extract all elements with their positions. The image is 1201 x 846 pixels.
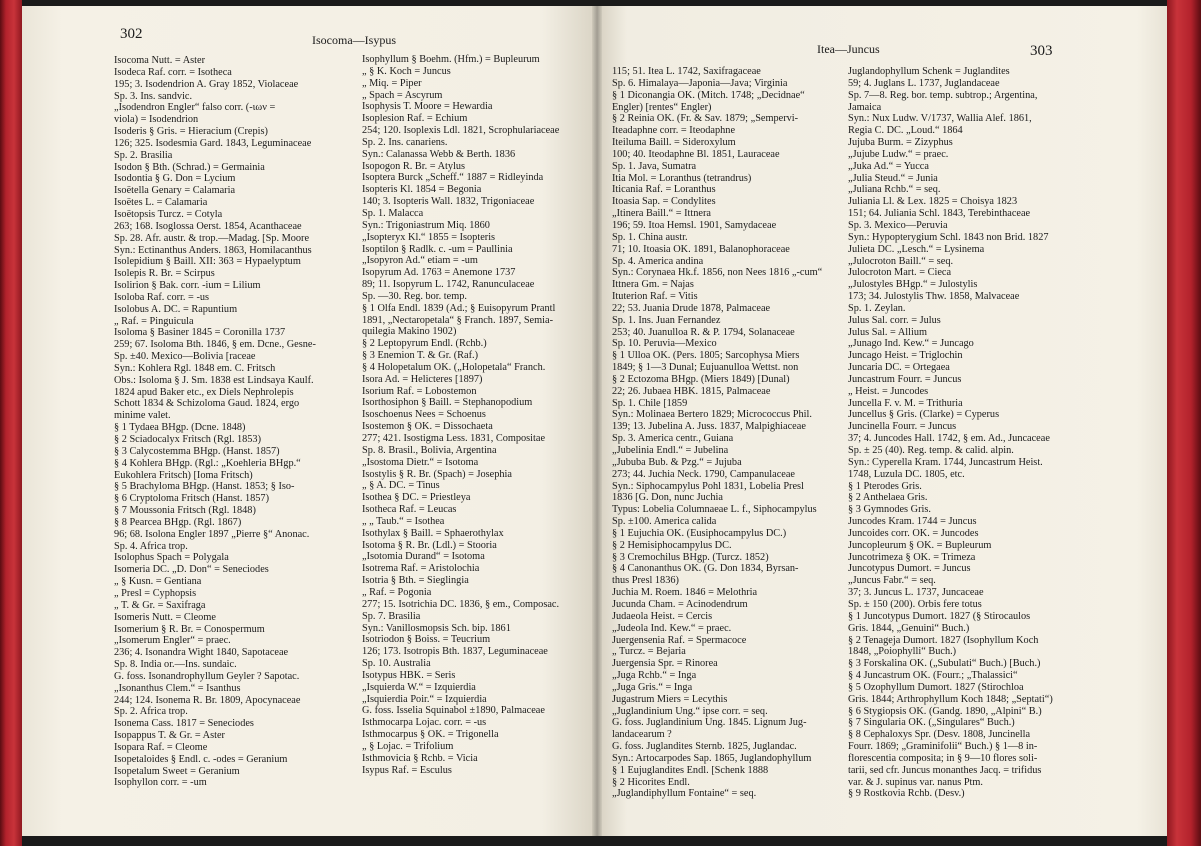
entry-line: § 5 Brachyloma BHgp. (Hanst. 1853; § Iso- xyxy=(114,481,295,493)
entry-line: Isotrema Raf. = Aristolochia xyxy=(362,563,480,575)
entry-line: Syn.: Calanassa Webb & Berth. 1836 xyxy=(362,148,516,160)
page-edge-right xyxy=(1167,0,1201,846)
right-page-column-1 xyxy=(612,66,844,800)
entry-line: Sp. 8. Brasil., Bolivia, Argentina xyxy=(362,444,497,456)
entry-line: Sp. 3. America centr., Guiana xyxy=(612,433,734,445)
entry-line: „ Turcz. = Bejaria xyxy=(612,646,686,658)
entry-line: Isora Ad. = Helicteres [1897) xyxy=(362,373,483,385)
entry-line: § 2 Tenageja Dumort. 1827 (Isophyllum Koch xyxy=(848,634,1039,646)
entry-line: Sp. 1. Zeylan. xyxy=(848,302,906,314)
entry-line: „Julocroton Baill.“ = seq. xyxy=(848,255,954,267)
entry-line: Isophyllum § Boehm. (Hfm.) = Bupleurum xyxy=(362,54,540,65)
entry-line: 1891, „Nectaropetala“ § Franch. 1897, Semia- xyxy=(362,314,553,326)
entry-line: Syn.: Molinaea Bertero 1829; Micrococcus Phil. xyxy=(612,409,812,421)
entry-line: Judaeola Heist. = Cercis xyxy=(612,610,713,622)
entry-line: Isophyllon corr. = -um xyxy=(114,777,207,789)
entry-line: 140; 3. Isopteris Wall. 1832, Trigoniaceae xyxy=(362,196,535,208)
entry-line: § 4 Holopetalum OK. („Holopetala“ Franch. xyxy=(362,361,546,373)
entry-line: Itoasia Sap. = Condylites xyxy=(612,196,716,208)
entry-line: „Isonanthus Clem.“ = Isanthus xyxy=(114,682,241,694)
entry-line: Isomeris Nutt. = Cleome xyxy=(114,611,216,623)
entry-line: Obs.: Isoloma § J. Sm. 1838 est Lindsaya Kaulf. xyxy=(114,374,314,386)
entry-line: Syn.: Artocarpodes Sap. 1865, Juglandophyllum xyxy=(612,752,812,764)
entry-line: Sp. ± 25 (40). Reg. temp. & calid. alpin. xyxy=(848,445,1014,456)
entry-line: § 1 Pterodes Gris. xyxy=(848,480,922,492)
entry-line: 173; 34. Julostylis Thw. 1858, Malvaceae xyxy=(848,291,1020,303)
entry-line: Iteiluma Baill. = Sideroxylum xyxy=(612,137,736,149)
entry-line: „Juglandinium Ung.“ ipse corr. = seq. xyxy=(612,705,768,717)
entry-line: „Isquierdia Poir.“ = Izquierdia xyxy=(362,693,487,705)
entry-line: Isonema Cass. 1817 = Seneciodes xyxy=(114,718,254,730)
entry-line: Syn.: Nux Ludw. V/1737, Wallia Alef. 1861, xyxy=(848,113,1032,125)
entry-line: Julus Sal. = Allium xyxy=(848,326,928,338)
entry-line: G. foss. Isselia Squinabol ±1890, Palmaceae xyxy=(362,705,545,717)
entry-line: Juncaria DC. = Ortegaea xyxy=(848,362,950,374)
entry-line: Isolophus Spach = Polygala xyxy=(114,552,229,564)
entry-line: 115; 51. Itea L. 1742, Saxifragaceae xyxy=(612,66,761,77)
entry-line: viola) = Isodendrion xyxy=(114,114,199,126)
entry-line: Sp. 1. Malacca xyxy=(362,207,424,219)
entry-line: § 4 Canonanthus OK. (G. Don 1834, Byrsan- xyxy=(612,563,799,575)
entry-line: Isotypus HBK. = Seris xyxy=(362,669,456,681)
entry-line: Isodeca Raf. corr. = Isotheca xyxy=(114,66,232,78)
entry-line: Sp. 10. Australia xyxy=(362,658,431,670)
entry-line: „ „ Taub.“ = Isothea xyxy=(362,515,445,527)
entry-line: Syn.: Corynaea Hk.f. 1856, non Nees 1816 „-cum“ xyxy=(612,267,823,279)
entry-line: Isophysis T. Moore = Hewardia xyxy=(362,101,493,113)
entry-line: „ Heist. = Juncodes xyxy=(848,385,929,397)
entry-line: „Isquierda W.“ = Izquierdia xyxy=(362,681,476,693)
entry-line: 37; 3. Juncus L. 1737, Juncaceae xyxy=(848,587,984,599)
entry-line: Isoptera Burck „Scheff.“ 1887 = Ridleyinda xyxy=(362,172,544,184)
entry-line: 126; 325. Isodesmia Gard. 1843, Leguminaceae xyxy=(114,137,312,149)
entry-line: § 7 Singularia OK. („Singulares“ Buch.) xyxy=(848,717,1015,729)
entry-line: § 1 Ulloa OK. (Pers. 1805; Sarcophysa Miers xyxy=(612,350,800,362)
entry-line: Gris. 1844, „Genuini“ Buch.) xyxy=(848,622,970,634)
entry-line: § 8 Cephaloxys Spr. (Desv. 1808, Juncinella xyxy=(848,729,1031,741)
entry-line: 37; 4. Juncodes Hall. 1742, § em. Ad., Juncaceae xyxy=(848,433,1050,445)
page-number-left: 302 xyxy=(120,26,143,42)
entry-line: „ Raf. = Pinguicula xyxy=(114,315,194,327)
entry-line: Jujuba Burm. = Zizyphus xyxy=(848,137,953,149)
entry-line: landacearum ? xyxy=(612,729,672,741)
entry-line: Isoëtes L. = Calamaria xyxy=(114,197,208,209)
entry-line: Sp. 1. Ins. Juan Fernandez xyxy=(612,314,721,326)
entry-line: Isthmocarpa Lojac. corr. = -us xyxy=(362,717,487,729)
entry-line: Juliania Ll. & Lex. 1825 = Choisya 1823 xyxy=(848,196,1018,208)
entry-line: Syn.: Vanillosmopsis Sch. bip. 1861 xyxy=(362,622,511,634)
entry-line: Jugastrum Miers = Lecythis xyxy=(612,693,728,705)
entry-line: § 1 Diconangia OK. (Mitch. 1748; „Decidnae“ xyxy=(612,89,805,101)
entry-line: „Juglandiphyllum Fontaine“ = seq. xyxy=(612,788,757,800)
entry-line: Juglandophyllum Schenk = Juglandites xyxy=(848,66,1010,77)
entry-line: § 6 Stygiopsis OK. (Gandg. 1890, „Alpini“ B.) xyxy=(848,705,1042,717)
entry-line: § 2 Hicorites Endl. xyxy=(612,776,690,788)
entry-line: 1824 apud Baker etc., ex Diels Nephrolepis xyxy=(114,386,294,398)
entry-line: „Itinera Baill.“ = Ittnera xyxy=(612,208,712,220)
entry-line: § 6 Cryptoloma Fritsch (Hanst. 1857) xyxy=(114,493,270,505)
entry-line: florescentia composita; in § 9—10 flores soli- xyxy=(848,752,1038,764)
entry-line: § 5 Ozophyllum Dumort. 1827 (Stirochloa xyxy=(848,681,1024,693)
entry-line: § 9 Rostkovia Rchb. (Desv.) xyxy=(848,788,965,800)
entry-line: Isorium Raf. = Lobostemon xyxy=(362,385,477,397)
entry-line: Juncodes Kram. 1744 = Juncus xyxy=(848,516,977,528)
entry-line: § 1 Juncotypus Dumort. 1827 (§ Stirocaulos xyxy=(848,610,1031,622)
entry-line: Juncastrum Fourr. = Juncus xyxy=(848,373,962,385)
entry-line: Juncinella Fourr. = Juncus xyxy=(848,421,957,433)
entry-line: Isoptilon § Radlk. c. -um = Paullinia xyxy=(362,243,513,255)
entry-line: Sp. —30. Reg. bor. temp. xyxy=(362,290,467,302)
entry-line: quilegia Makino 1902) xyxy=(362,326,457,338)
entry-line: Julieta DC. „Lesch.“ = Lysinema xyxy=(848,243,985,255)
entry-line: Iticania Raf. = Loranthus xyxy=(612,184,716,196)
entry-line: Jamaica xyxy=(848,101,882,113)
entry-line: 1748, Luzula DC. 1805, etc. xyxy=(848,468,965,480)
entry-line: Iteadaphne corr. = Iteodaphne xyxy=(612,125,736,137)
entry-line: 22; 26. Jubaea HBK. 1815, Palmaceae xyxy=(612,385,771,397)
entry-line: Syn.: Kohlera Rgl. 1848 em. C. Fritsch xyxy=(114,362,276,374)
entry-line: Sp. 3. Ins. sandvic. xyxy=(114,90,193,102)
entry-line: § 1 Olfa Endl. 1839 (Ad.; § Euisopyrum Prantl xyxy=(362,302,556,314)
entry-line: Sp. 7—8. Reg. bor. temp. subtrop.; Argentina, xyxy=(848,89,1038,101)
entry-line: Sp. 2. Brasilia xyxy=(114,149,173,161)
entry-line: 1848, „Poiophylli“ Buch.) xyxy=(848,646,957,658)
entry-line: Isthmovicia § Rchb. = Vicia xyxy=(362,752,478,764)
entry-line: Schott 1834 & Schizoloma Gaud. 1824, ergo xyxy=(114,398,300,410)
entry-line: Isoderis § Gris. = Hieracium (Crepis) xyxy=(114,126,268,138)
entry-line: Isopappus T. & Gr. = Aster xyxy=(114,730,225,742)
entry-line: Juncella F. v. M. = Trithuria xyxy=(848,397,963,409)
entry-line: var. & J. supinus var. nanus Ptm. xyxy=(848,776,984,788)
entry-line: „ § Lojac. = Trifolium xyxy=(362,740,454,752)
entry-line: „Julostyles BHgp.“ = Julostylis xyxy=(848,279,978,291)
entry-line: 244; 124. Isonema R. Br. 1809, Apocynaceae xyxy=(114,694,301,706)
entry-line: 259; 67. Isoloma Bth. 1846, § em. Dcne., Gesne- xyxy=(114,339,316,351)
entry-line: Isopetalum Sweet = Geranium xyxy=(114,765,240,777)
entry-line: „Juka Ad.“ = Yucca xyxy=(848,160,929,172)
entry-line: Isypus Raf. = Esculus xyxy=(362,764,452,776)
entry-line: 100; 40. Iteodaphne Bl. 1851, Lauraceae xyxy=(612,148,780,160)
entry-line: Typus: Lobelia Columnaeae L. f., Siphocampylus xyxy=(612,504,817,516)
entry-line: § 2 Leptopyrum Endl. (Rchb.) xyxy=(362,338,487,350)
entry-line: Isostemon § OK. = Dissochaeta xyxy=(362,421,493,433)
entry-line: Isomerium § R. Br. = Conospermum xyxy=(114,623,265,635)
entry-line: Isthmocarpus § OK. = Trigonella xyxy=(362,729,499,741)
entry-line: 1836 [G. Don, nunc Juchia xyxy=(612,492,723,504)
entry-line: Juergensia Spr. = Rinorea xyxy=(612,658,718,670)
entry-line: „Isostoma Dietr.“ = Isotoma xyxy=(362,456,479,468)
entry-line: „Juga Rchb.“ = Inga xyxy=(612,670,697,682)
entry-line: Ittnera Gm. = Najas xyxy=(612,279,694,291)
entry-line: Isoschoenus Nees = Schoenus xyxy=(362,409,486,421)
entry-line: 22; 53. Juania Drude 1878, Palmaceae xyxy=(612,302,771,314)
entry-line: Jucunda Cham. = Acinodendrum xyxy=(612,598,748,610)
entry-line: Isotriodon § Boiss. = Teucrium xyxy=(362,634,491,646)
entry-line: § 1 Eujuchia OK. (Eusiphocampylus DC.) xyxy=(612,527,787,539)
entry-line: „ T. & Gr. = Saxifraga xyxy=(114,599,206,611)
entry-line: G. foss. Juglandites Sternb. 1825, Juglandac. xyxy=(612,741,797,753)
entry-line: Isopogon R. Br. = Atylus xyxy=(362,160,466,172)
entry-line: „ § Kusn. = Gentiana xyxy=(114,576,202,588)
entry-line: § 3 Calycostemma BHgp. (Hanst. 1857) xyxy=(114,445,280,457)
entry-line: Julocroton Mart. = Cieca xyxy=(848,267,952,279)
entry-line: Ituterion Raf. = Vitis xyxy=(612,291,698,303)
entry-line: Isorthosiphon § Baill. = Stephanopodium xyxy=(362,397,533,409)
entry-line: Sp. 28. Afr. austr. & trop.—Madag. [Sp. Moore xyxy=(114,232,310,244)
running-head-right: Itea—Juncus xyxy=(817,42,880,56)
entry-line: Syn.: Ectinanthus Anders. 1863, Homilacanthus xyxy=(114,244,312,256)
entry-line: „ § A. DC. = Tinus xyxy=(362,480,440,492)
entry-line: Gris. 1844; Arthrophyllum Koch 1848; „Septati“) xyxy=(848,693,1053,705)
running-head-left: Isocoma—Isypus xyxy=(312,33,396,47)
entry-line: Isolobus A. DC. = Rapuntium xyxy=(114,303,238,315)
entry-line: „Jubelinia Endl.“ = Jubelina xyxy=(612,445,729,456)
entry-line: „Jujube Ludw.“ = praec. xyxy=(848,148,949,160)
entry-line: 273; 44. Juchia Neck. 1790, Campanulaceae xyxy=(612,468,795,480)
entry-line: Sp. ± 150 (200). Orbis fere totus xyxy=(848,598,982,610)
entry-line: Sp. 4. America andina xyxy=(612,255,704,267)
entry-line: Syn.: Hypopterygium Schl. 1843 non Brid. 1827 xyxy=(848,231,1049,243)
entry-line: Isopyrum Ad. 1763 = Anemone 1737 xyxy=(362,267,516,279)
entry-line: Syn.: Trigoniastrum Miq. 1860 xyxy=(362,219,490,231)
entry-line: Isotria § Bth. = Sieglingia xyxy=(362,575,469,587)
entry-line: „Juncus Fabr.“ = seq. xyxy=(848,575,936,587)
entry-line: „Isomerum Engler“ = praec. xyxy=(114,635,231,647)
entry-line: 254; 120. Isoplexis Ldl. 1821, Scrophulariaceae xyxy=(362,125,560,137)
entry-line: Itia Mol. = Loranthus (tetrandrus) xyxy=(612,172,752,184)
entry-line: 253; 40. Juanulloa R. & P. 1794, Solanaceae xyxy=(612,326,795,338)
entry-line: Isolepis R. Br. = Scirpus xyxy=(114,268,215,280)
entry-line: „Isotomia Durand“ = Isotoma xyxy=(362,551,485,563)
entry-line: Isodontia § G. Don = Lycium xyxy=(114,173,236,185)
entry-line: Isotoma § R. Br. (Ldl.) = Stooria xyxy=(362,539,497,551)
entry-line: Syn.: Cyperella Kram. 1744, Juncastrum Heist. xyxy=(848,456,1043,468)
entry-line: „Isodendron Engler“ falso corr. (-ιων = xyxy=(114,102,276,114)
entry-line: Isoplesion Raf. = Echium xyxy=(362,113,468,125)
entry-line: Julus Sal. corr. = Julus xyxy=(848,314,941,326)
entry-line: Juncopleurum § OK. = Bupleurum xyxy=(848,539,992,551)
entry-line: § 2 Anthelaea Gris. xyxy=(848,492,928,504)
entry-line: Isomeria DC. „D. Don“ = Seneciodes xyxy=(114,564,269,576)
entry-line: Sp. 2. Africa trop. xyxy=(114,706,188,718)
entry-line: § 1 Eujuglandites Endl. [Schenk 1888 xyxy=(612,764,769,776)
entry-line: Sp. ±40. Mexico—Bolivia [raceae xyxy=(114,351,256,363)
entry-line: § 3 Cremochilus BHgp. (Turcz. 1852) xyxy=(612,551,769,563)
entry-line: tarii, sed cfr. Juncus monanthes Jacq. = trifidus xyxy=(848,764,1042,776)
entry-line: „Isopyron Ad.“ etiam = -um xyxy=(362,255,478,267)
page-number-right: 303 xyxy=(1030,43,1053,59)
entry-line: Isotheca Raf. = Leucas xyxy=(362,504,457,516)
entry-line: 59; 4. Juglans L. 1737, Juglandaceae xyxy=(848,77,1000,89)
entry-line: „Judeola Ind. Kew.“ = praec. xyxy=(612,622,732,634)
entry-line: „ Raf. = Pogonia xyxy=(362,586,432,598)
entry-line: 126; 173. Isotropis Bth. 1837, Leguminaceae xyxy=(362,646,548,658)
entry-line: „Jububa Bub. & Pzg.“ = Jujuba xyxy=(612,456,742,468)
entry-line: G. foss. Juglandinium Ung. 1845. Lignum Jug- xyxy=(612,717,807,729)
entry-line: § 1 Tydaea BHgp. (Dcne. 1848) xyxy=(114,422,246,434)
entry-line: Juncoides corr. OK. = Juncodes xyxy=(848,527,979,539)
entry-line: Regia C. DC. „Loud.“ 1864 xyxy=(848,125,963,137)
entry-line: Isopteris Kl. 1854 = Begonia xyxy=(362,184,482,196)
entry-line: Engler) [rentes“ Engler) xyxy=(612,101,712,113)
entry-line: „Junago Ind. Kew.“ = Juncago xyxy=(848,338,974,350)
entry-line: Isodon § Bth. (Schrad.) = Germainia xyxy=(114,161,265,173)
entry-line: Eukohlera Fritsch) [Ioma Fritsch) xyxy=(114,469,253,481)
entry-line: 277; 15. Isotrichia DC. 1836, § em., Composac. xyxy=(362,598,560,610)
entry-line: „Isopteryx Kl.“ 1855 = Isopteris xyxy=(362,231,496,243)
entry-line: § 3 Gymnodes Gris. xyxy=(848,504,931,516)
entry-line: 139; 13. Jubelina A. Juss. 1837, Malpighiaceae xyxy=(612,421,806,433)
entry-line: 277; 421. Isostigma Less. 1831, Compositae xyxy=(362,433,546,444)
entry-line: 71; 10. Itoasia OK. 1891, Balanophoraceae xyxy=(612,243,790,255)
entry-line: Isoëtella Genary = Calamaria xyxy=(114,185,236,197)
entry-line: 263; 168. Isoglossa Oerst. 1854, Acanthaceae xyxy=(114,220,302,232)
entry-line: § 2 Reinia OK. (Fr. & Sav. 1879; „Sempervi- xyxy=(612,113,799,125)
entry-line: 195; 3. Isodendrion A. Gray 1852, Violaceae xyxy=(114,78,299,90)
entry-line: thus Presl 1836) xyxy=(612,575,679,587)
entry-line: Isolirion § Bak. corr. -ium = Lilium xyxy=(114,280,261,292)
entry-line: Sp. 1. China austr. xyxy=(612,231,688,243)
entry-line: Fourr. 1869; „Graminifolii“ Buch.) § 1—8 in- xyxy=(848,741,1038,753)
entry-line: Juergensenia Raf. = Spermacoce xyxy=(612,634,747,646)
entry-line: „ § K. Koch = Juncus xyxy=(362,65,451,77)
entry-line: § 7 Moussonia Fritsch (Rgl. 1848) xyxy=(114,505,256,517)
entry-line: § 4 Juncastrum OK. (Fourr.; „Thalassici“ xyxy=(848,670,1018,682)
entry-line: „ Miq. = Piper xyxy=(362,77,422,89)
entry-line: § 3 Forskalina OK. („Subulati“ Buch.) [Buch.) xyxy=(848,658,1041,670)
entry-line: § 8 Pearcea BHgp. (Rgl. 1867) xyxy=(114,516,242,528)
entry-line: 1849; § 1—3 Dunal; Eujuanulloa Wettst. non xyxy=(612,362,799,374)
entry-line: 89; 11. Isopyrum L. 1742, Ranunculaceae xyxy=(362,279,535,291)
entry-line: 236; 4. Isonandra Wight 1840, Sapotaceae xyxy=(114,647,289,659)
entry-line: Isostylis § R. Br. (Spach) = Josephia xyxy=(362,468,512,480)
entry-line: Isoloma § Basiner 1845 = Coronilla 1737 xyxy=(114,327,286,339)
entry-line: „ Presl = Cyphopsis xyxy=(114,587,197,599)
entry-line: Isopara Raf. = Cleome xyxy=(114,741,208,753)
entry-line: Isoloba Raf. corr. = -us xyxy=(114,291,210,303)
entry-line: Sp. 10. Peruvia—Mexico xyxy=(612,338,717,350)
entry-line: § 4 Kohlera BHgp. (Rgl.: „Koehleria BHgp.“ xyxy=(114,457,301,469)
entry-line: Sp. 1. Java, Sumatra xyxy=(612,160,697,172)
entry-line: Sp. 8. India or.—Ins. sundaic. xyxy=(114,659,237,671)
entry-line: Sp. 2. Ins. canariens. xyxy=(362,136,448,148)
entry-line: 96; 68. Isolona Engler 1897 „Pierre §“ Anonac. xyxy=(114,528,310,540)
page-edge-left xyxy=(0,0,22,846)
entry-line: Isothea § DC. = Priestleya xyxy=(362,492,471,504)
book-gutter xyxy=(592,6,602,836)
entry-line: G. foss. Isonandrophyllum Geyler ? Sapotac. xyxy=(114,670,300,682)
entry-line: 151; 64. Juliania Schl. 1843, Terebinthaceae xyxy=(848,208,1031,220)
entry-line: Juncotrimeza § OK. = Trimeza xyxy=(848,551,976,563)
entry-line: Sp. 1. Chile [1859 xyxy=(612,397,688,409)
entry-line: Sp. 4. Africa trop. xyxy=(114,540,188,552)
entry-line: „Juga Gris.“ = Inga xyxy=(612,681,693,693)
entry-line: Juchia M. Roem. 1846 = Melothria xyxy=(612,587,758,599)
entry-line: Sp. 3. Mexico—Peruvia xyxy=(848,219,948,231)
entry-line: Isoëtopsis Turcz. = Cotyla xyxy=(114,208,223,220)
entry-line: 196; 59. Itoa Hemsl. 1901, Samydaceae xyxy=(612,219,777,231)
entry-line: Juncellus § Gris. (Clarke) = Cyperus xyxy=(848,409,1000,421)
entry-line: § 3 Enemion T. & Gr. (Raf.) xyxy=(362,350,479,362)
entry-line: Isopetaloides § Endl. c. -odes = Geranium xyxy=(114,753,288,765)
entry-line: Isocoma Nutt. = Aster xyxy=(114,55,206,66)
entry-line: „Julia Steud.“ = Junia xyxy=(848,172,938,184)
entry-line: minime valet. xyxy=(114,410,171,422)
entry-line: § 2 Hemisiphocampylus DC. xyxy=(612,539,732,551)
entry-line: § 2 Sciadocalyx Fritsch (Rgl. 1853) xyxy=(114,434,261,445)
entry-line: „ Spach = Ascyrum xyxy=(362,89,443,101)
entry-line: Sp. 6. Himalaya—Japonia—Java; Virginia xyxy=(612,77,788,89)
entry-line: Isothylax § Baill. = Sphaerothylax xyxy=(362,527,504,539)
left-page-column-1 xyxy=(114,55,362,789)
entry-line: § 2 Ectozoma BHgp. (Miers 1849) [Dunal) xyxy=(612,373,790,385)
right-page-column-2 xyxy=(848,66,1070,800)
entry-line: Syn.: Siphocampylus Pohl 1831, Lobelia Presl xyxy=(612,480,804,492)
entry-line: „Juliana Rchb.“ = seq. xyxy=(848,184,941,196)
entry-line: Sp. 7. Brasilia xyxy=(362,610,421,622)
entry-line: Isolepidium § Baill. XII: 363 = Hypaelyptum xyxy=(114,256,301,268)
entry-line: Juncago Heist. = Triglochin xyxy=(848,350,963,362)
entry-line: Juncotypus Dumort. = Juncus xyxy=(848,563,971,575)
entry-line: Sp. ±100. America calida xyxy=(612,516,717,528)
left-page-column-2 xyxy=(362,54,590,776)
